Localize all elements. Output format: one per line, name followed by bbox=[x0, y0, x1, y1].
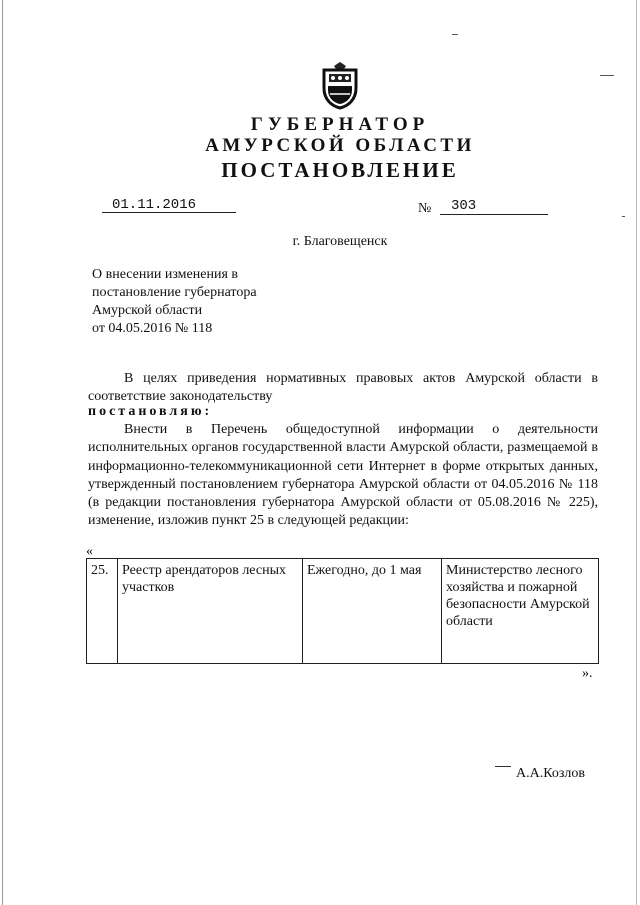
subject-line: О внесении изменения в bbox=[92, 267, 238, 282]
number-label: № bbox=[418, 201, 432, 216]
issuer-title: ГУБЕРНАТОР bbox=[250, 114, 430, 135]
decree-word: постановляю: bbox=[88, 404, 213, 419]
coat-of-arms-emblem bbox=[318, 58, 362, 110]
issuer-region: АМУРСКОЙ ОБЛАСТИ bbox=[205, 135, 475, 156]
document-date: 01.11.2016 bbox=[112, 197, 197, 213]
subject-line: от 04.05.2016 № 118 bbox=[92, 321, 213, 336]
scan-speck bbox=[452, 34, 458, 35]
table-cell-number: 25. bbox=[87, 559, 118, 664]
document-type: ПОСТАНОВЛЕНИЕ bbox=[221, 158, 459, 182]
quote-close: ». bbox=[582, 666, 593, 681]
document-subject bbox=[92, 266, 257, 338]
date-underline bbox=[102, 212, 236, 213]
preamble-paragraph: В целях приведения нормативных правовых актов Амурской области в соответствие законодательству bbox=[88, 371, 598, 404]
table-row bbox=[87, 559, 599, 664]
table-cell-responsible: Министерство лесного хозяйства и пожарной безопасности Амурской области bbox=[442, 559, 599, 664]
subject-line: постановление губернатора bbox=[92, 285, 257, 300]
number-underline bbox=[440, 214, 548, 215]
table-cell-name: Реестр арендаторов лесных участков bbox=[118, 559, 303, 664]
quote-open: « bbox=[86, 544, 93, 559]
signature-mark bbox=[495, 766, 511, 767]
table-cell-frequency: Ежегодно, до 1 мая bbox=[303, 559, 442, 664]
city: г. Благовещенск bbox=[292, 234, 388, 249]
subject-line: Амурской области bbox=[92, 303, 203, 318]
scan-speck bbox=[622, 216, 625, 217]
body-paragraph: Внести в Перечень общедоступной информации о деятельности исполнительных органов государственной власти Амурской области, размещаемой в информационно-телекоммуникационной сети Интернет в форме открытых данных, утвержденный постановлением губернатора Амурской области от 04.05.2016 № 118 (в редакции постановления губернатора Амурской области от 05.08.2016 № 225), изменение, изложив пункт 25 в следующей редакции: bbox=[88, 422, 598, 529]
document-number: 303 bbox=[451, 198, 477, 214]
signatory-name: А.А.Козлов bbox=[516, 766, 585, 781]
amendment-table bbox=[86, 558, 599, 664]
scan-speck bbox=[600, 75, 614, 76]
